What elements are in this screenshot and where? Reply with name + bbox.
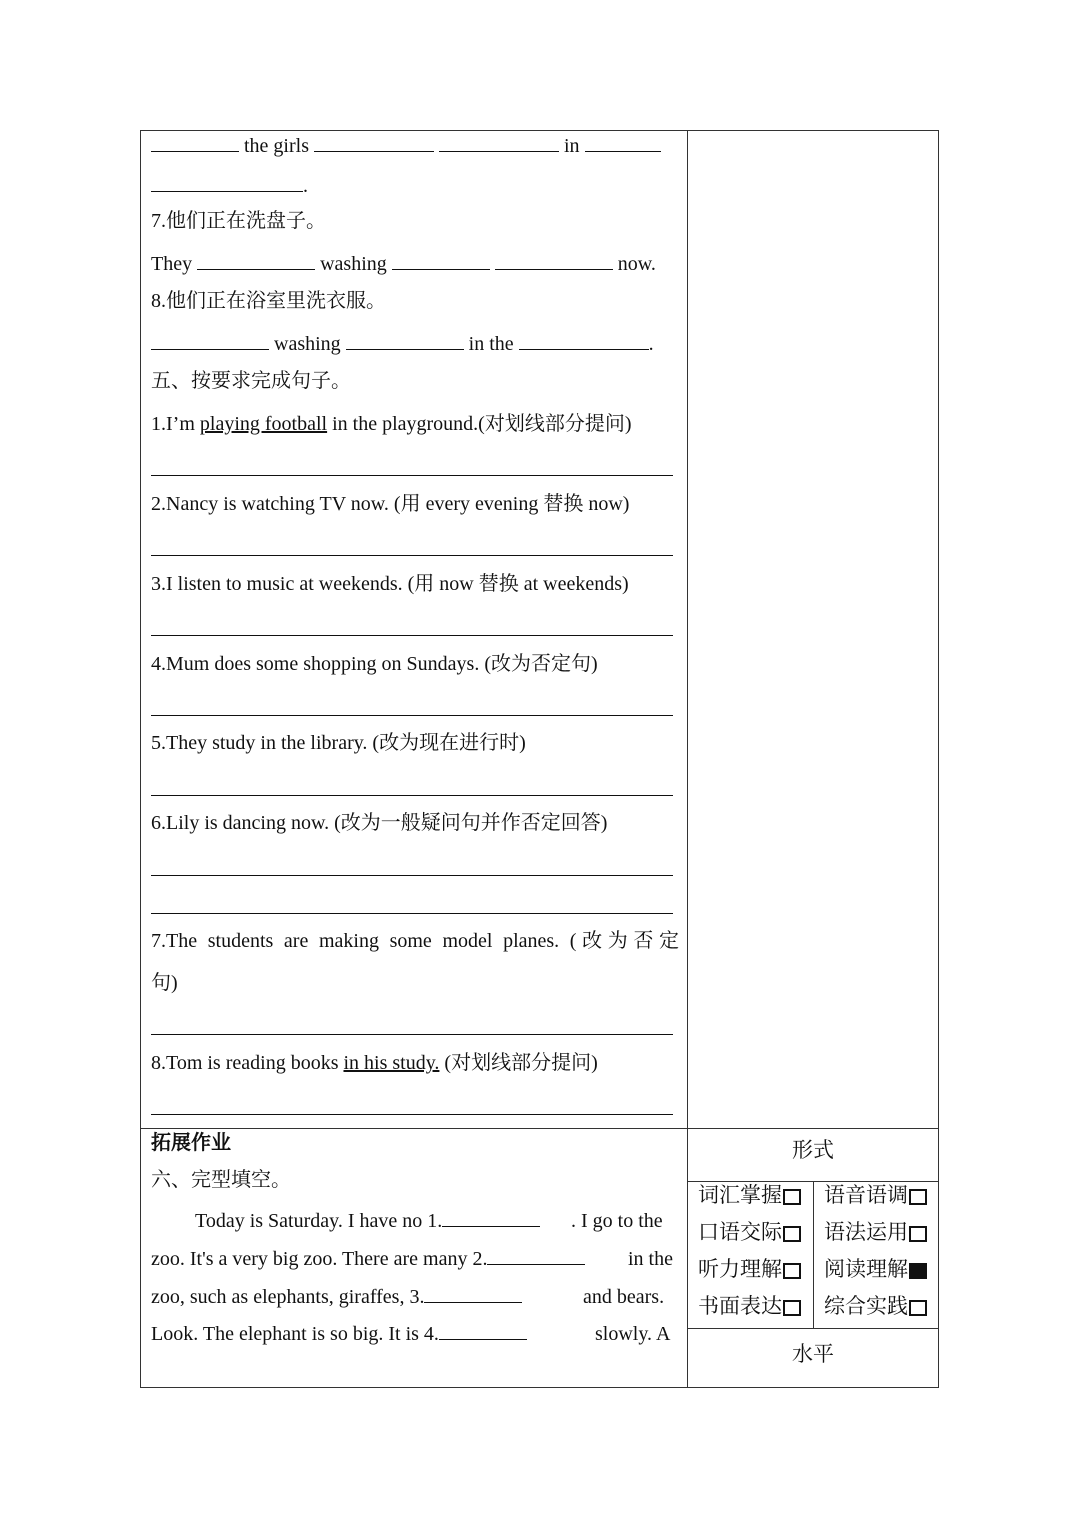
- form-label: 形式: [792, 1138, 834, 1162]
- level-label: 水平: [792, 1342, 834, 1366]
- answer-line[interactable]: [151, 715, 673, 716]
- skill-reading: [824, 1257, 927, 1281]
- s5-item-8: [151, 1051, 598, 1075]
- answer-line[interactable]: [151, 1114, 673, 1115]
- q7-text: now.: [617, 253, 656, 275]
- q6-fill-line: [151, 133, 661, 158]
- cloze-line-1a: [195, 1209, 540, 1233]
- cloze-line-3a: [151, 1285, 522, 1309]
- blank[interactable]: [346, 331, 464, 350]
- answer-line[interactable]: [151, 635, 673, 636]
- skill-label: 词汇掌握: [698, 1183, 782, 1207]
- cloze-line-2b: in the: [628, 1248, 673, 1270]
- panel-divider: [687, 1328, 938, 1329]
- cloze-blank-2[interactable]: [487, 1248, 585, 1265]
- s5-item-7-line1: 7.The students are making some model planes. (改为否定: [151, 930, 679, 952]
- cloze-text: Look. The elephant is so big. It is 4.: [151, 1323, 439, 1345]
- skill-label: 阅读理解: [824, 1257, 908, 1281]
- skill-label: 综合实践: [824, 1294, 908, 1318]
- underlined-text: in his study.: [343, 1052, 440, 1074]
- worksheet-table: [140, 130, 939, 1388]
- q7-chinese: 7.他们正在洗盘子。: [151, 210, 326, 232]
- skill-writing: [698, 1294, 801, 1318]
- column-divider: [687, 131, 688, 1388]
- blank[interactable]: [439, 133, 559, 152]
- q8-chinese: 8.他们正在浴室里洗衣服。: [151, 290, 386, 312]
- cloze-line-2a: [151, 1247, 585, 1271]
- blank[interactable]: [519, 331, 649, 350]
- checkbox-checked[interactable]: [909, 1263, 927, 1279]
- skill-label: 书面表达: [698, 1294, 782, 1318]
- blank[interactable]: [151, 331, 269, 350]
- answer-line[interactable]: [151, 475, 673, 476]
- cloze-line-4b: slowly. A: [595, 1323, 671, 1345]
- skill-label: 语法运用: [824, 1220, 908, 1244]
- q8-fill-line: [151, 331, 654, 356]
- extension-heading: 拓展作业: [151, 1132, 231, 1154]
- skill-label: 听力理解: [698, 1257, 782, 1281]
- cloze-line-3b: and bears.: [583, 1286, 665, 1308]
- s5-item-4: 4.Mum does some shopping on Sundays. (改为否定句): [151, 653, 598, 675]
- checkbox[interactable]: [909, 1226, 927, 1242]
- cloze-line-1b: . I go to the: [571, 1210, 663, 1232]
- skill-speaking: [698, 1220, 801, 1244]
- cloze-text: zoo, such as elephants, giraffes, 3.: [151, 1286, 425, 1308]
- s5-item-3: 3.I listen to music at weekends. (用 now 替换 at weekends): [151, 573, 629, 595]
- answer-line[interactable]: [151, 875, 673, 876]
- q8-text: washing: [274, 333, 341, 355]
- s5-item-7-line2: 句): [151, 972, 178, 994]
- cloze-blank-4[interactable]: [439, 1323, 527, 1340]
- checkbox[interactable]: [783, 1189, 801, 1205]
- blank[interactable]: [151, 173, 303, 192]
- checkbox[interactable]: [783, 1263, 801, 1279]
- s5-text: 8.Tom is reading books: [151, 1052, 344, 1074]
- cloze-text: zoo. It's a very big zoo. There are many 2.: [151, 1248, 488, 1270]
- answer-line[interactable]: [151, 795, 673, 796]
- cloze-text: Today is Saturday. I have no 1.: [195, 1210, 443, 1232]
- checkbox[interactable]: [909, 1300, 927, 1316]
- q6-text: the girls: [244, 135, 309, 157]
- skill-label: 语音语调: [824, 1183, 908, 1207]
- blank[interactable]: [585, 133, 661, 152]
- cloze-line-4a: [151, 1322, 527, 1346]
- skill-grammar: [824, 1220, 927, 1244]
- s5-item-1: [151, 412, 632, 436]
- blank[interactable]: [495, 251, 613, 270]
- s5-text: in the playground.(对划线部分提问): [327, 413, 632, 435]
- q7-text: They: [151, 253, 193, 275]
- checkbox[interactable]: [783, 1226, 801, 1242]
- s5-item-6: 6.Lily is dancing now. (改为一般疑问句并作否定回答): [151, 812, 608, 834]
- s5-item-5: 5.They study in the library. (改为现在进行时): [151, 732, 526, 754]
- panel-divider: [813, 1181, 814, 1328]
- skill-practice: [824, 1294, 927, 1318]
- q7-fill-line: [151, 251, 656, 276]
- answer-line[interactable]: [151, 913, 673, 914]
- s5-text: (对划线部分提问): [439, 1052, 598, 1074]
- skill-label: 口语交际: [698, 1220, 782, 1244]
- row-divider: [141, 1128, 938, 1129]
- blank[interactable]: [392, 251, 490, 270]
- skill-vocabulary: [698, 1183, 801, 1207]
- section5-title: 五、按要求完成句子。: [151, 370, 351, 392]
- s5-item-2: 2.Nancy is watching TV now. (用 every evening 替换 now): [151, 493, 630, 515]
- cloze-blank-3[interactable]: [424, 1286, 522, 1303]
- cloze-blank-1[interactable]: [442, 1210, 540, 1227]
- q8-text: in the: [468, 333, 514, 355]
- blank[interactable]: [314, 133, 434, 152]
- checkbox[interactable]: [783, 1300, 801, 1316]
- q7-text: washing: [320, 253, 387, 275]
- blank[interactable]: [151, 133, 239, 152]
- blank[interactable]: [197, 251, 315, 270]
- section6-title: 六、完型填空。: [151, 1169, 291, 1191]
- checkbox[interactable]: [909, 1189, 927, 1205]
- q6-fill-line-2: [151, 173, 308, 198]
- period: .: [303, 175, 308, 197]
- period: .: [648, 333, 654, 355]
- s5-text: 1.I’m: [151, 413, 200, 435]
- underlined-text: playing football: [199, 413, 328, 435]
- skill-listening: [698, 1257, 801, 1281]
- skill-pronunciation: [824, 1183, 927, 1207]
- q6-text: in: [564, 135, 580, 157]
- answer-line[interactable]: [151, 1034, 673, 1035]
- answer-line[interactable]: [151, 555, 673, 556]
